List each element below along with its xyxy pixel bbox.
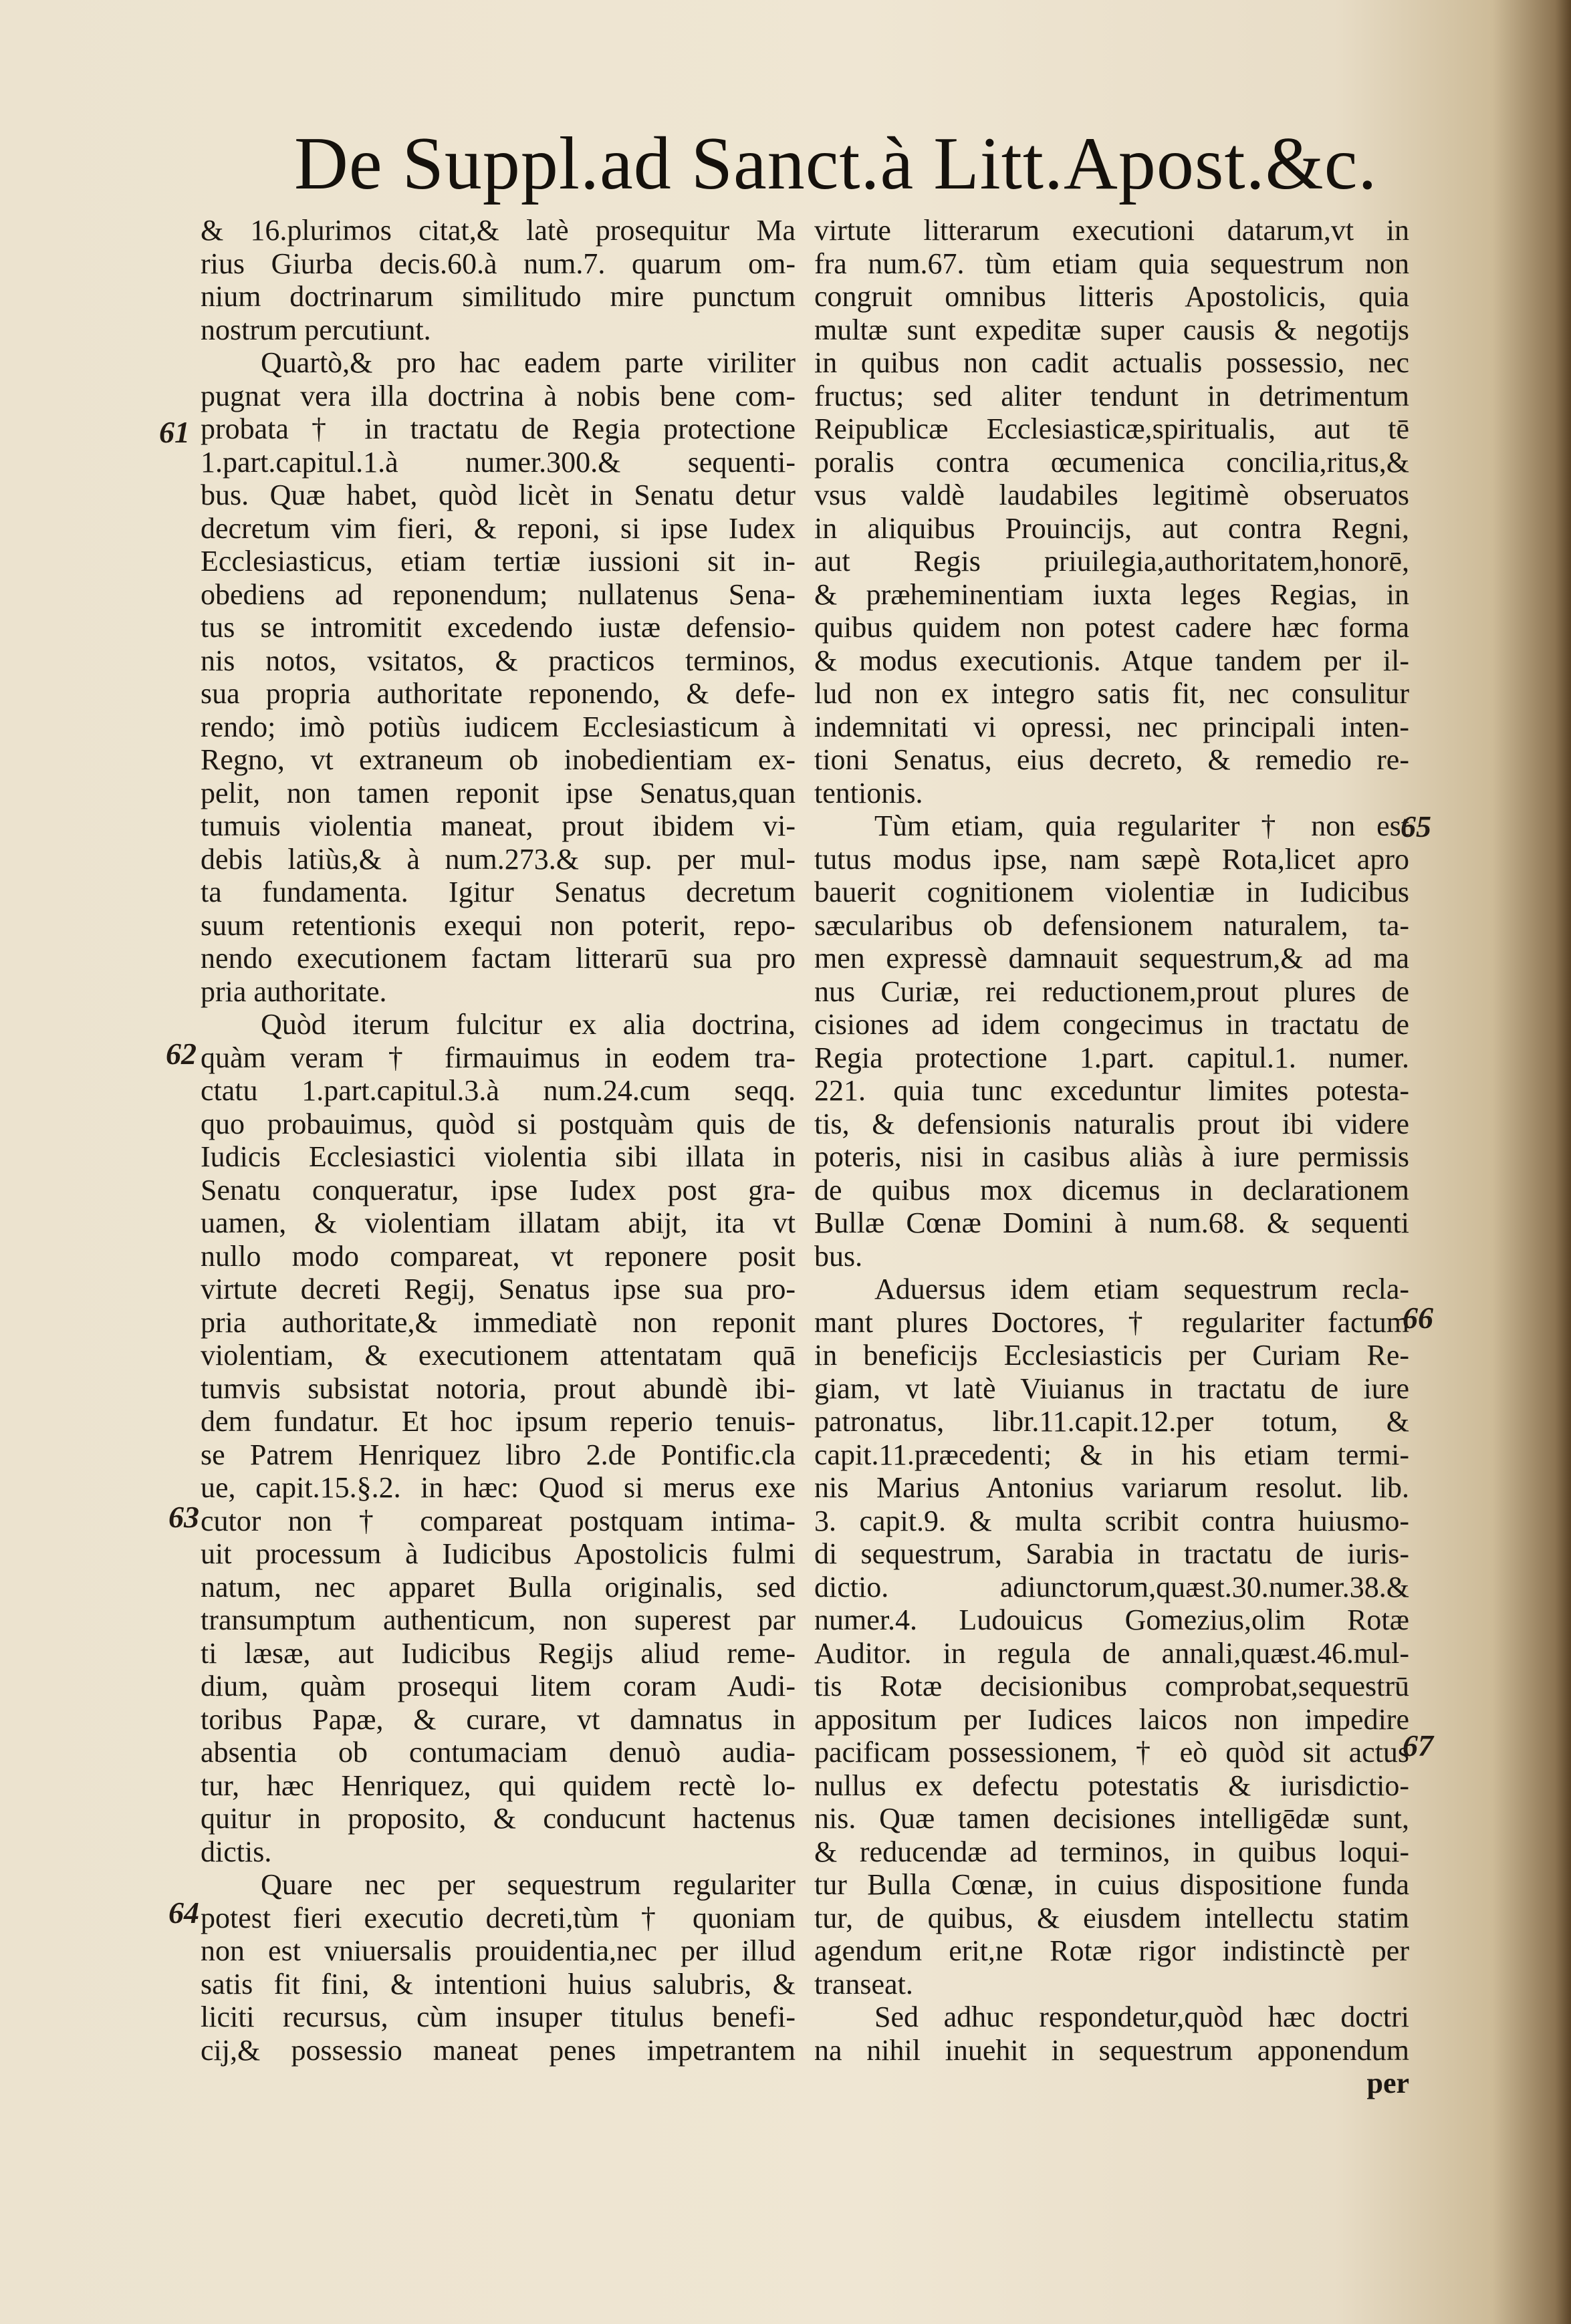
- text-line: pelit, non tamen reponit ipse Senatus,quan: [201, 776, 796, 809]
- margin-number-63: 63: [168, 1500, 199, 1534]
- text-line: in aliquibus Prouincijs, aut contra Regni,: [814, 511, 1409, 545]
- margin-number-67: 67: [1403, 1728, 1433, 1763]
- text-line: in quibus non cadit actualis possessio, nec: [814, 346, 1409, 379]
- text-line: nis Marius Antonius variarum resolut. lib.: [814, 1471, 1409, 1504]
- right-text-column: [814, 214, 1409, 2100]
- text-line: virtute litterarum executioni datarum,vt in: [814, 214, 1409, 247]
- text-line: virtute decreti Regij, Senatus ipse sua pro-: [201, 1273, 796, 1305]
- text-line: nium doctrinarum similitudo mire punctum: [201, 280, 796, 313]
- text-line: tutus modus ipse, nam sæpè Rota,licet apro: [814, 842, 1409, 876]
- text-line: multæ sunt expeditæ super causis & negotijs: [814, 313, 1409, 346]
- text-line: & 16.plurimos citat,& latè prosequitur Ma: [201, 214, 796, 247]
- text-line: natum, nec apparet Bulla originalis, sed: [201, 1570, 796, 1603]
- text-line: cisiones ad idem congecimus in tractatu de: [814, 1008, 1409, 1041]
- text-line: 1.part.capitul.1.à numer.300.& sequenti-: [201, 445, 796, 479]
- text-line: Reipublicæ Ecclesiasticæ,spiritualis, aut tē: [814, 412, 1409, 445]
- text-line: Aduersus idem etiam sequestrum recla-: [874, 1273, 1409, 1305]
- text-line: dictio. adiunctorum,quæst.30.numer.38.&: [814, 1570, 1409, 1603]
- text-line: non est vniuersalis prouidentia,nec per illud: [201, 1934, 796, 1967]
- text-line: fra num.67. tùm etiam quia sequestrum non: [814, 247, 1409, 280]
- text-line: transeat.: [814, 1967, 913, 2000]
- text-line: tur, hæc Henriquez, qui quidem rectè lo-: [201, 1769, 796, 1802]
- text-line: sæcularibus ob defensionem naturalem, ta-: [814, 908, 1409, 942]
- text-line: nostrum percutiunt.: [201, 313, 431, 346]
- text-line: dem fundatur. Et hoc ipsum reperio tenuis-: [201, 1405, 796, 1438]
- text-line: potest fieri executio decreti,tùm † quoniam: [201, 1901, 796, 1934]
- text-line: uamen, & violentiam illatam abijt, ita vt: [201, 1206, 796, 1239]
- text-line: aut Regis priuilegia,authoritatem,honorē,: [814, 545, 1409, 577]
- text-line: ue, capit.15.§.2. in hæc: Quod si merus exe: [201, 1471, 796, 1504]
- text-line: quo probauimus, quòd si postquàm quis de: [201, 1107, 796, 1140]
- text-line: patronatus, libr.11.capit.12.per totum, &: [814, 1405, 1409, 1438]
- text-line: & modus executionis. Atque tandem per il-: [814, 644, 1409, 677]
- text-line: na nihil inuehit in sequestrum apponendum: [814, 2033, 1409, 2067]
- margin-number-61: 61: [159, 415, 190, 449]
- text-line: Iudicis Ecclesiastici violentia sibi illata in: [201, 1140, 796, 1173]
- text-line: decretum vim fieri, & reponi, si ipse Iudex: [201, 511, 796, 545]
- text-line: tis, & defensionis naturalis prout ibi videre: [814, 1107, 1409, 1140]
- text-line: bus. Quæ habet, quòd licèt in Senatu detur: [201, 479, 796, 511]
- text-line: dium, quàm prosequi litem coram Audi-: [201, 1670, 796, 1702]
- text-line: quitur in proposito, & conducunt hactenus: [201, 1802, 796, 1835]
- text-line: Bullæ Cœnæ Domini à num.68. & sequenti: [814, 1206, 1409, 1239]
- text-line: Quartò,& pro hac eadem parte viriliter: [261, 346, 796, 379]
- text-line: 3. capit.9. & multa scribit contra huiusmo-: [814, 1504, 1409, 1537]
- text-line: nis. Quæ tamen decisiones intelligēdæ sunt,: [814, 1802, 1409, 1835]
- text-line: nis notos, vsitatos, & practicos terminos,: [201, 644, 796, 677]
- text-line: lud non ex integro satis fit, nec consulitur: [814, 677, 1409, 710]
- text-line: Sed adhuc respondetur,quòd hæc doctri: [874, 2000, 1409, 2033]
- page-title: De Suppl.ad Sanct.à Litt.Apost.&c.: [294, 122, 1378, 205]
- text-line: se Patrem Henriquez libro 2.de Pontific.cla: [201, 1438, 796, 1471]
- margin-number-65: 65: [1401, 809, 1431, 844]
- text-line: violentiam, & executionem attentatam quā: [201, 1339, 796, 1372]
- text-line: ta fundamenta. Igitur Senatus decretum: [201, 876, 796, 908]
- text-line: tumuis violentia maneat, prout ibidem vi-: [201, 809, 796, 842]
- text-line: bauerit cognitionem violentiæ in Iudicibus: [814, 876, 1409, 908]
- text-line: nullo modo compareat, vt reponere posit: [201, 1239, 796, 1273]
- text-line: de quibus mox dicemus in declarationem: [814, 1173, 1409, 1206]
- text-line: cutor non † compareat postquam intima-: [201, 1504, 796, 1537]
- text-line: rendo; imò potiùs iudicem Ecclesiasticum à: [201, 710, 796, 743]
- text-line: Ecclesiasticus, etiam tertiæ iussioni sit in-: [201, 545, 796, 577]
- text-line: liciti recursus, cùm insuper titulus benefi-: [201, 2000, 796, 2033]
- text-line: quibus quidem non potest cadere hæc forma: [814, 611, 1409, 644]
- text-line: ctatu 1.part.capitul.3.à num.24.cum seqq.: [201, 1074, 796, 1107]
- text-line: tur Bulla Cœnæ, in cuius dispositione funda: [814, 1868, 1409, 1901]
- text-line: ti læsæ, aut Iudicibus Regijs aliud reme-: [201, 1636, 796, 1670]
- text-line: pria authoritate,& immediatè non reponit: [201, 1305, 796, 1339]
- text-line: Tùm etiam, quia regulariter † non est: [874, 809, 1409, 842]
- text-line: Senatu conqueratur, ipse Iudex post gra-: [201, 1173, 796, 1206]
- text-line: tis Rotæ decisionibus comprobat,sequestrū: [814, 1670, 1409, 1702]
- text-line: vsus valdè laudabiles legitimè obseruatos: [814, 479, 1409, 511]
- text-line: pacificam possessionem, † eò quòd sit actus: [814, 1736, 1409, 1769]
- text-line: debis latiùs,& à num.273.& sup. per mul-: [201, 842, 796, 876]
- text-line: 221. quia tunc exceduntur limites potesta-: [814, 1074, 1409, 1107]
- text-line: Auditor. in regula de annali,quæst.46.mul-: [814, 1636, 1409, 1670]
- text-line: & reducendæ ad terminos, in quibus loqui-: [814, 1835, 1409, 1868]
- text-line: mant plures Doctores, † regulariter factum: [814, 1305, 1409, 1339]
- margin-number-66: 66: [1403, 1301, 1433, 1335]
- text-line: nus Curiæ, rei reductionem,prout plures de: [814, 975, 1409, 1008]
- text-line: tur, de quibus, & eiusdem intellectu statim: [814, 1901, 1409, 1934]
- text-line: appositum per Iudices laicos non impedire: [814, 1702, 1409, 1736]
- text-line: transumptum authenticum, non superest par: [201, 1603, 796, 1636]
- text-line: Regia protectione 1.part. capitul.1. numer.: [814, 1041, 1409, 1074]
- text-line: Quare nec per sequestrum regulariter: [261, 1868, 796, 1901]
- margin-number-62: 62: [166, 1037, 197, 1071]
- text-line: pugnat vera illa doctrina à nobis bene com-: [201, 379, 796, 412]
- text-line: & præheminentiam iuxta leges Regias, in: [814, 577, 1409, 611]
- text-line: satis fit fini, & intentioni huius salubris, &: [201, 1967, 796, 2000]
- margin-number-64: 64: [168, 1896, 199, 1930]
- text-line: Quòd iterum fulcitur ex alia doctrina,: [261, 1008, 796, 1041]
- text-line: dictis.: [201, 1835, 272, 1868]
- text-line: pria authoritate.: [201, 975, 387, 1008]
- text-line: agendum erit,ne Rotæ rigor indistinctè per: [814, 1934, 1409, 1967]
- text-line: suum retentionis exequi non poterit, repo-: [201, 908, 796, 942]
- left-text-column: [201, 214, 796, 2067]
- text-line: toribus Papæ, & curare, vt damnatus in: [201, 1702, 796, 1736]
- text-line: tioni Senatus, eius decreto, & remedio re-: [814, 743, 1409, 776]
- text-line: absentia ob contumaciam denuò audia-: [201, 1736, 796, 1769]
- text-line: quàm veram † firmauimus in eodem tra-: [201, 1041, 796, 1074]
- text-line: congruit omnibus litteris Apostolicis, quia: [814, 280, 1409, 313]
- text-line: fructus; sed aliter tendunt in detrimentum: [814, 379, 1409, 412]
- text-line: tus se intromitit excedendo iustæ defensio-: [201, 611, 796, 644]
- text-line: poteris, nisi in casibus aliàs à iure permissis: [814, 1140, 1409, 1173]
- text-line: tentionis.: [814, 776, 923, 809]
- text-line: cij,& possessio maneat penes impetrantem: [201, 2033, 796, 2067]
- text-line: numer.4. Ludouicus Gomezius,olim Rotæ: [814, 1603, 1409, 1636]
- text-line: indemnitati vi opressi, nec principali inten-: [814, 710, 1409, 743]
- text-line: capit.11.præcedenti; & in his etiam termi-: [814, 1438, 1409, 1471]
- text-line: bus.: [814, 1239, 863, 1273]
- text-line: di sequestrum, Sarabia in tractatu de iuris-: [814, 1537, 1409, 1570]
- text-line: per: [1366, 2067, 1409, 2099]
- text-line: rius Giurba decis.60.à num.7. quarum om-: [201, 247, 796, 280]
- text-line: in beneficijs Ecclesiasticis per Curiam Re-: [814, 1339, 1409, 1372]
- text-line: nullus ex defectu potestatis & iurisdictio-: [814, 1769, 1409, 1802]
- text-line: poralis contra œcumenica concilia,ritus,&: [814, 445, 1409, 479]
- text-line: nendo executionem factam litterarū sua pro: [201, 942, 796, 975]
- text-line: obediens ad reponendum; nullatenus Sena-: [201, 577, 796, 611]
- text-line: tumvis subsistat notoria, prout abundè ibi-: [201, 1372, 796, 1405]
- text-line: giam, vt latè Viuianus in tractatu de iure: [814, 1372, 1409, 1405]
- text-line: probata † in tractatu de Regia protectione: [201, 412, 796, 445]
- text-line: sua propria authoritate reponendo, & defe-: [201, 677, 796, 710]
- text-line: men expressè damnauit sequestrum,& ad ma: [814, 942, 1409, 975]
- text-line: Regno, vt extraneum ob inobedientiam ex-: [201, 743, 796, 776]
- text-line: uit processum à Iudicibus Apostolicis fulmi: [201, 1537, 796, 1570]
